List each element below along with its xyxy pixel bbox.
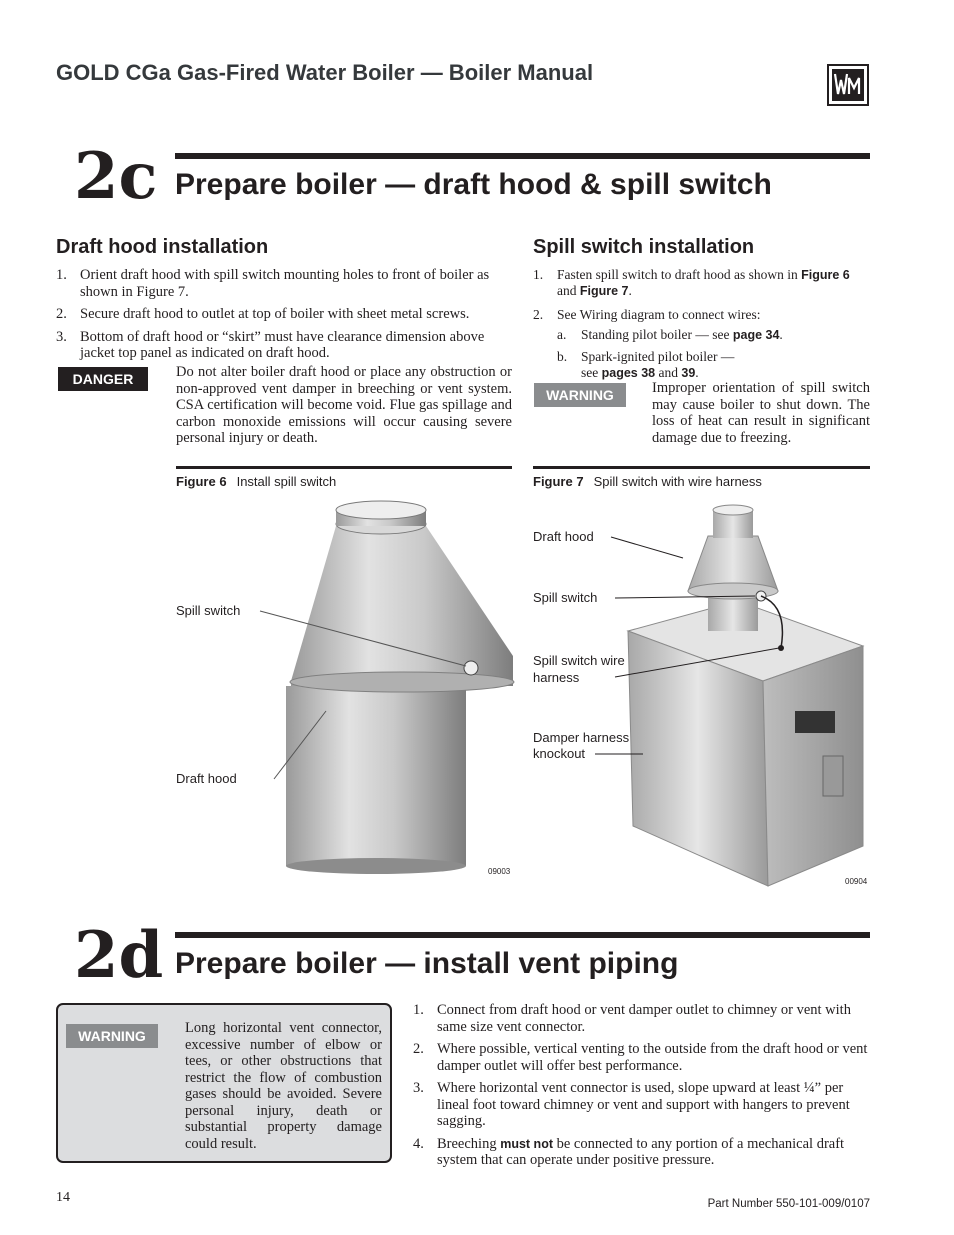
part-number: Part Number 550-101-009/0107 xyxy=(707,1198,870,1210)
figure6-draft-hood-illustration xyxy=(176,496,516,880)
section-title-2d: Prepare boiler — install vent piping xyxy=(175,947,679,980)
list-item: a. Standing pilot boiler — see page 34. xyxy=(557,327,783,342)
page-number: 14 xyxy=(56,1190,70,1205)
section-rule xyxy=(175,932,870,938)
section-number-2c: 2c xyxy=(74,139,158,214)
list-item: 3. Bottom of draft hood or “skirt” must have clearance dimension above jacket top panel as indicated on draft hood. xyxy=(56,328,485,361)
danger-label: DANGER xyxy=(58,367,148,391)
draft-hood-heading: Draft hood installation xyxy=(56,236,269,258)
warning-label: WARNING xyxy=(534,383,626,407)
list-item: b. Spark-ignited pilot boiler — see pages 38 and 39. xyxy=(557,349,735,380)
figure-rule xyxy=(176,466,512,469)
figure7-caption: Figure 7 Spill switch with wire harness xyxy=(533,474,762,489)
spill-switch-steps xyxy=(533,267,871,387)
list-item: 2. Where possible, vertical venting to the outside from the draft hood or vent damper outlet will offer best performance. xyxy=(413,1041,868,1074)
list-item: 3. Where horizontal vent connector is used, slope upward at least ¼” per lineal foot toward chimney or vent and support with hangers to prevent sagging. xyxy=(413,1080,850,1129)
figure7-callout-wire-harness-2: harness xyxy=(533,670,580,685)
figure7-callout-wire-harness: Spill switch wire xyxy=(533,653,625,668)
list-item: 2. Secure draft hood to outlet at top of boiler with sheet metal screws. xyxy=(56,306,470,322)
figure-rule xyxy=(533,466,870,469)
figure6-code: 09003 xyxy=(488,867,511,876)
danger-text: Do not alter boiler draft hood or place any obstruction or non-approved vent damper in breeching or vent system. CSA certification will become void. Flue gas spillage and carbon monoxide emissions will occur causing severe personal injury or death. xyxy=(176,364,512,446)
figure7-code: 00904 xyxy=(845,877,868,886)
section-rule xyxy=(175,153,870,159)
warning-label: WARNING xyxy=(66,1024,158,1048)
list-item: 1. Connect from draft hood or vent damper outlet to chimney or vent with same size vent connector. xyxy=(413,1002,851,1035)
weil-mclain-logo xyxy=(827,64,869,106)
figure7-boiler-illustration xyxy=(533,496,873,892)
manual-title: GOLD CGa Gas-Fired Water Boiler — Boiler Manual xyxy=(56,60,594,85)
draft-hood-steps xyxy=(56,267,512,368)
vent-piping-steps xyxy=(413,1002,870,1175)
warning-text: Improper orientation of spill switch may cause boiler to shut down. The loss of heat can result in significant damage due to freezing. xyxy=(652,380,870,446)
section-number-2d: 2d xyxy=(74,918,164,993)
section-title-2c: Prepare boiler — draft hood & spill switch xyxy=(175,168,772,201)
list-item: 1. Orient draft hood with spill switch mounting holes to front of boiler as shown in Figure 7. xyxy=(56,267,490,300)
list-item: 4. Breeching must not be connected to any portion of a mechanical draft system that can operate under positive pressure. xyxy=(413,1135,845,1168)
figure7-callout-spill-switch: Spill switch xyxy=(533,590,598,605)
figure6-callout-spill-switch: Spill switch xyxy=(176,603,241,618)
figure7-callout-draft-hood: Draft hood xyxy=(533,529,594,544)
figure7-callout-knockout: knockout xyxy=(533,746,586,761)
figure6-caption: Figure 6 Install spill switch xyxy=(176,474,337,489)
spill-switch-heading: Spill switch installation xyxy=(533,236,755,258)
list-item: 2. See Wiring diagram to connect wires: a. Standing pilot boiler — see page 34. b. Spark-ignited pilot boiler — see pages 38 and 39. xyxy=(533,307,871,381)
vent-warning-text: Long horizontal vent connector, excessive number of elbow or tees, or other obstructions that restrict the flow of combustion gases should be avoided. Severe personal injury, death or substantial property damage could result. xyxy=(185,1020,382,1152)
figure6-callout-draft-hood: Draft hood xyxy=(176,771,237,786)
list-item: 1. Fasten spill switch to draft hood as shown in Figure 6 and Figure 7. xyxy=(533,267,850,298)
figure7-callout-damper-harness: Damper harness xyxy=(533,730,630,745)
